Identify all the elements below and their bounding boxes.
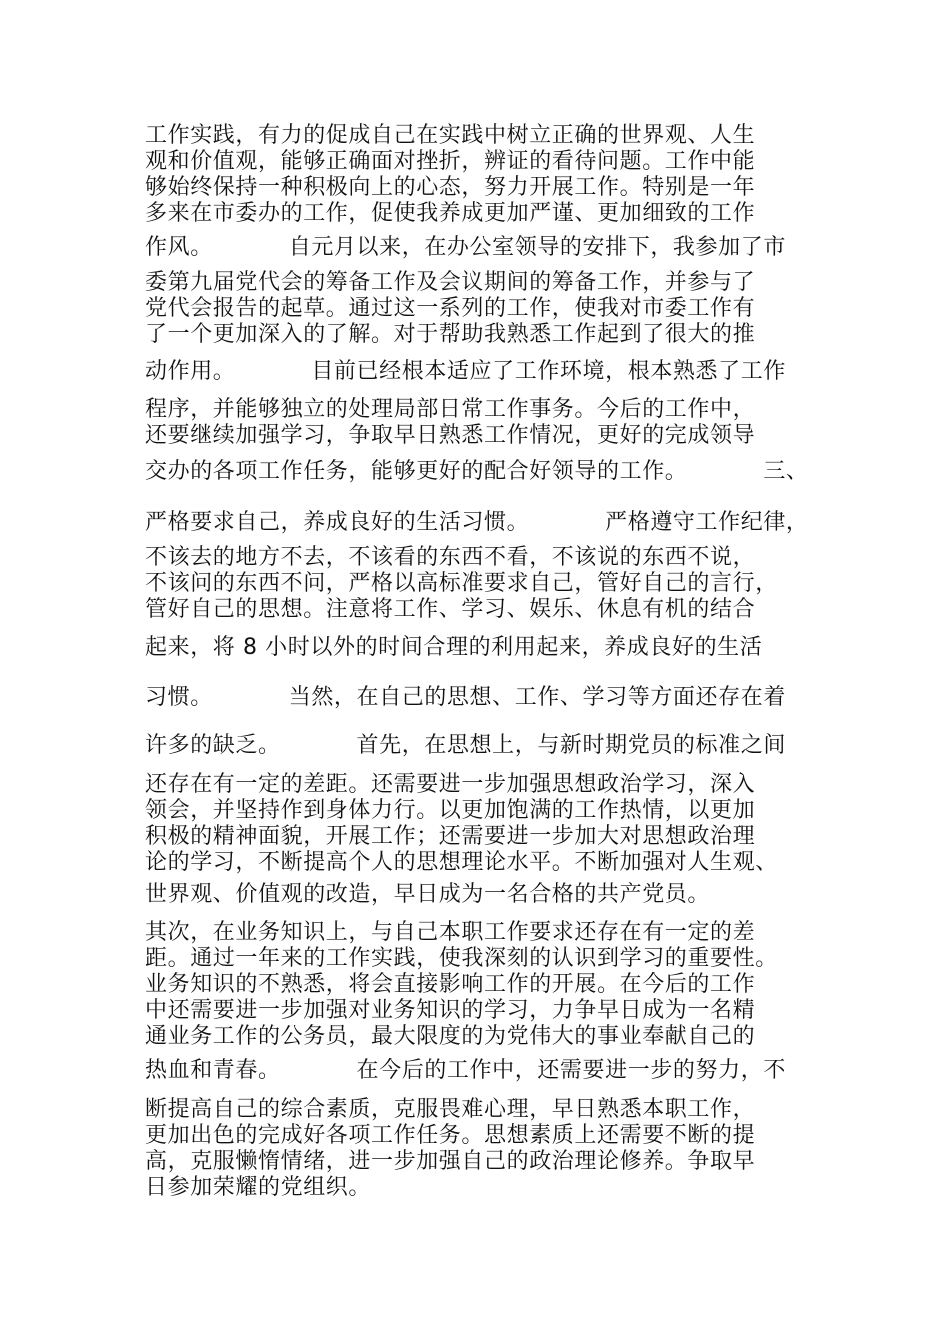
text-line: 不该去的地方不去，不该看的东西不看，不该说的东西不说， xyxy=(145,545,756,570)
text-line: 其次，在业务知识上，与自己本职工作要求还存在有一定的差 xyxy=(145,920,756,945)
text-line: 起来，将 8 小时以外的时间合理的利用起来，养成良好的生活 xyxy=(145,635,763,660)
text-line: 不该问的东西不问，严格以高标准要求自己，管好自己的言行， xyxy=(145,571,778,596)
text-line: 严格要求自己，养成良好的生活习惯。 严格遵守工作纪律， xyxy=(145,510,809,535)
text-line: 作风。 自元月以来，在办公室领导的安排下，我参加了市 xyxy=(145,235,786,260)
text-line: 高，克服懒惰情绪，进一步加强自己的政治理论修养。争取早 xyxy=(145,1149,756,1174)
text-line: 中还需要进一步加强对业务知识的学习，力争早日成为一名精 xyxy=(145,998,756,1023)
text-line: 世界观、价值观的改造，早日成为一名合格的共产党员。 xyxy=(145,882,711,907)
text-line: 通业务工作的公务员，最大限度的为党伟大的事业奉献自己的 xyxy=(145,1024,756,1049)
text-line: 动作用。 目前已经根本适应了工作环境，根本熟悉了工作 xyxy=(145,359,786,384)
text-line: 交办的各项工作任务，能够更好的配合好领导的工作。 三、 xyxy=(145,459,809,484)
text-line: 党代会报告的起草。通过这一系列的工作，使我对市委工作有 xyxy=(145,296,756,321)
text-line: 还存在有一定的差距。还需要进一步加强思想政治学习，深入 xyxy=(145,772,756,797)
text-line: 积极的精神面貌，开展工作；还需要进一步加大对思想政治理 xyxy=(145,824,756,849)
text-line: 断提高自己的综合素质，克服畏难心理，早日熟悉本职工作， xyxy=(145,1097,756,1122)
text-line: 更加出色的完成好各项工作任务。思想素质上还需要不断的提 xyxy=(145,1123,756,1148)
text-line: 委第九届党代会的筹备工作及会议期间的筹备工作，并参与了 xyxy=(145,270,756,295)
text-line: 许多的缺乏。 首先，在思想上，与新时期党员的标准之间 xyxy=(145,733,786,758)
text-line: 管好自己的思想。注意将工作、学习、娱乐、休息有机的结合 xyxy=(145,597,756,622)
text-line: 够始终保持一种积极向上的心态，努力开展工作。特别是一年 xyxy=(145,175,756,200)
text-line: 日参加荣耀的党组织。 xyxy=(145,1175,372,1200)
text-line: 领会，并坚持作到身体力行。以更加饱满的工作热情，以更加 xyxy=(145,798,756,823)
text-line: 还要继续加强学习，争取早日熟悉工作情况，更好的完成领导 xyxy=(145,423,756,448)
text-line: 业务知识的不熟悉，将会直接影响工作的开展。在今后的工作 xyxy=(145,972,756,997)
text-line: 热血和青春。 在今后的工作中，还需要进一步的努力，不 xyxy=(145,1058,786,1083)
text-line: 观和价值观，能够正确面对挫折，辨证的看待问题。工作中能 xyxy=(145,149,756,174)
text-line: 程序，并能够独立的处理局部日常工作事务。今后的工作中， xyxy=(145,397,756,422)
text-line: 工作实践，有力的促成自己在实践中树立正确的世界观、人生 xyxy=(145,123,756,148)
text-line: 论的学习，不断提高个人的思想理论水平。不断加强对人生观、 xyxy=(145,850,778,875)
text-line: 多来在市委办的工作，促使我养成更加严谨、更加细致的工作 xyxy=(145,201,756,226)
text-line: 习惯。 当然，在自己的思想、工作、学习等方面还存在着 xyxy=(145,685,786,710)
text-line: 距。通过一年来的工作实践，使我深刻的认识到学习的重要性。 xyxy=(145,946,778,971)
text-line: 了一个更加深入的了解。对于帮助我熟悉工作起到了很大的推 xyxy=(145,322,756,347)
